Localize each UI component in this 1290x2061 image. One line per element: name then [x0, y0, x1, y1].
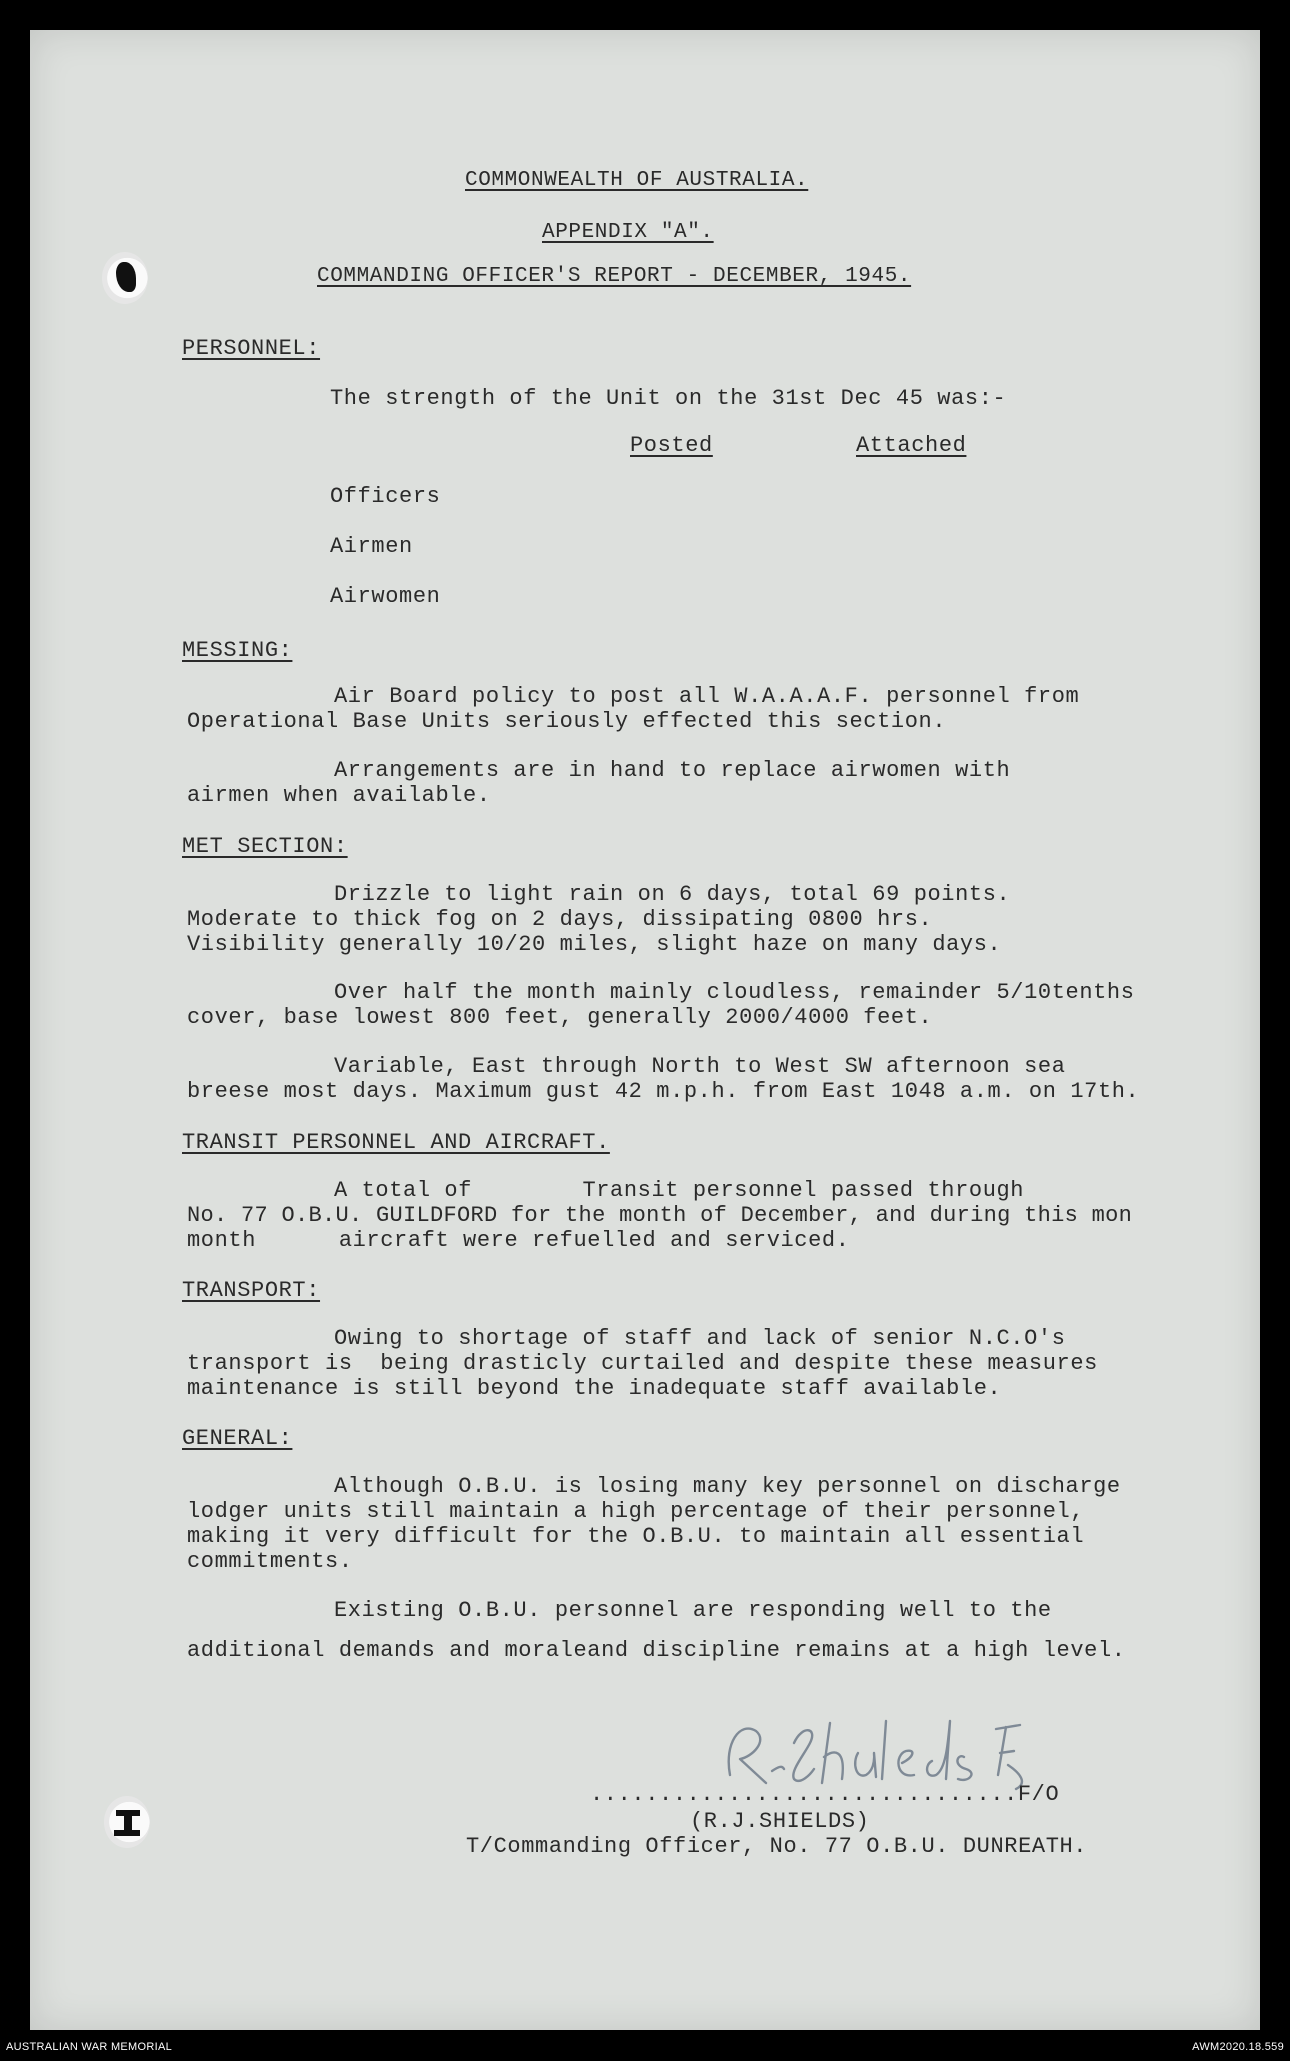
signature-name: (R.J.SHIELDS) — [690, 1809, 870, 1834]
general-heading: GENERAL: — [182, 1426, 293, 1451]
met-p3-line2: breese most days. Maximum gust 42 m.p.h. from East 1048 a.m. on 17th. — [187, 1079, 1140, 1104]
handwritten-signature — [710, 1713, 1070, 1793]
transport-p1-line3: maintenance is still beyond the inadequate staff available. — [187, 1376, 1002, 1401]
met-p2-line1: Over half the month mainly cloudless, remainder 5/10tenths — [334, 980, 1135, 1005]
transport-heading: TRANSPORT: — [182, 1278, 321, 1303]
messing-p2-line2: airmen when available. — [187, 783, 491, 808]
met-heading: MET SECTION: — [182, 834, 348, 859]
punch-hole-top — [102, 252, 148, 304]
messing-p2-line1: Arrangements are in hand to replace airwomen with — [334, 758, 1011, 783]
column-posted: Posted — [630, 433, 713, 458]
general-p1-line4: commitments. — [187, 1549, 353, 1574]
transit-heading: TRANSIT PERSONNEL AND AIRCRAFT. — [182, 1130, 610, 1155]
header-line-2: APPENDIX "A". — [542, 221, 714, 244]
met-p2-line2: cover, base lowest 800 feet, generally 2000/4000 feet. — [187, 1005, 933, 1030]
general-p1-line1: Although O.B.U. is losing many key personnel on discharge — [334, 1474, 1121, 1499]
document-page — [30, 30, 1260, 2030]
general-p2-line1: Existing O.B.U. personnel are responding well to the — [334, 1598, 1052, 1623]
general-p1-line3: making it very difficult for the O.B.U. to maintain all essential — [187, 1524, 1085, 1549]
personnel-intro: The strength of the Unit on the 31st Dec 45 was:- — [330, 386, 1007, 411]
messing-p1-line1: Air Board policy to post all W.A.A.A.F. personnel from — [334, 684, 1080, 709]
header-line-1: COMMONWEALTH OF AUSTRALIA. — [465, 169, 809, 192]
met-p1-line1: Drizzle to light rain on 6 days, total 69 points. — [334, 882, 1011, 907]
messing-heading: MESSING: — [182, 638, 293, 663]
header-line-3: COMMANDING OFFICER'S REPORT - DECEMBER, 1945. — [317, 265, 912, 288]
row-airwomen: Airwomen — [330, 584, 441, 609]
general-p1-line2: lodger units still maintain a high percentage of their personnel, — [187, 1499, 1085, 1524]
met-p3-line1: Variable, East through North to West SW afternoon sea — [334, 1054, 1066, 1079]
met-p1-line3: Visibility generally 10/20 miles, slight haze on many days. — [187, 932, 1002, 957]
transport-p1-line2: transport is being drasticly curtailed and despite these measures — [187, 1351, 1098, 1376]
signature-dots: ...............................F/O — [590, 1782, 1060, 1807]
transport-p1-line1: Owing to shortage of staff and lack of senior N.C.O's — [334, 1326, 1066, 1351]
transit-line3: month aircraft were refuelled and serviced. — [187, 1228, 850, 1253]
footer-accession-number: AWM2020.18.559 — [1192, 2041, 1284, 2053]
footer-institution: AUSTRALIAN WAR MEMORIAL — [6, 2041, 173, 2053]
transit-line2: No. 77 O.B.U. GUILDFORD for the month of December, and during this mon — [187, 1203, 1133, 1228]
messing-p1-line2: Operational Base Units seriously effected this section. — [187, 709, 947, 734]
row-airmen: Airmen — [330, 534, 413, 559]
personnel-heading: PERSONNEL: — [182, 336, 321, 361]
general-p2-line2: additional demands and moraleand discipline remains at a high level. — [187, 1638, 1126, 1663]
column-attached: Attached — [856, 433, 967, 458]
punch-hole-bottom — [104, 1796, 150, 1848]
signature-title: T/Commanding Officer, No. 77 O.B.U. DUNREATH. — [466, 1834, 1088, 1859]
met-p1-line2: Moderate to thick fog on 2 days, dissipating 0800 hrs. — [187, 907, 933, 932]
transit-line1: A total of Transit personnel passed through — [334, 1178, 1025, 1203]
row-officers: Officers — [330, 484, 441, 509]
